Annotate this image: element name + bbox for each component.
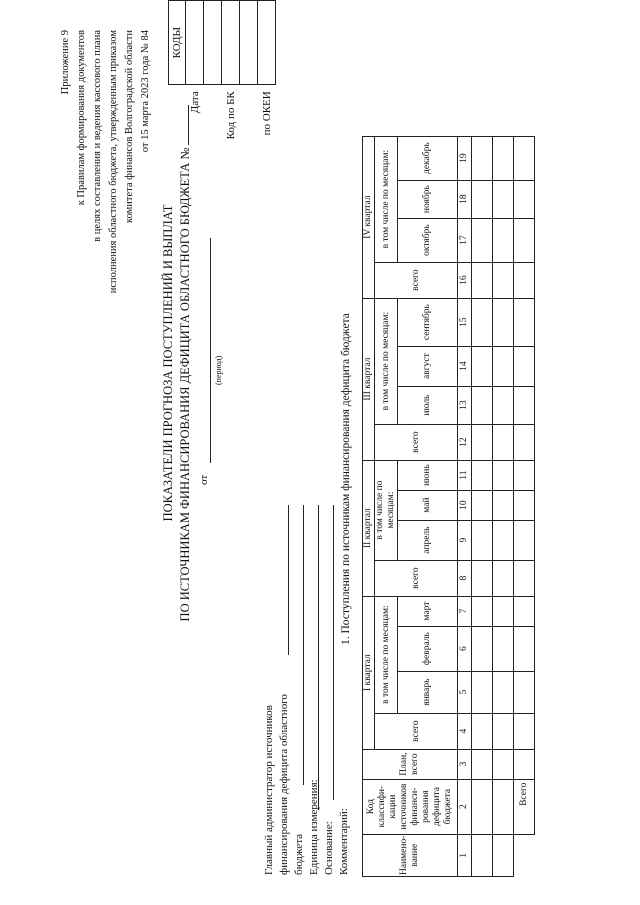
col-number: 11: [458, 460, 472, 490]
col-name-header: Наимено-вание: [363, 834, 458, 876]
codes-cell-blank-1: [204, 1, 222, 85]
col-number: 6: [458, 626, 472, 671]
admin-label-2: финансирования дефицита областного: [278, 694, 290, 875]
col-number: 19: [458, 136, 472, 180]
month-feb: февраль: [398, 626, 458, 671]
col-number: 12: [458, 424, 472, 460]
total-label: Всего: [514, 779, 535, 834]
section-title: 1. Поступления по источникам финансирования дефицита бюджета: [340, 313, 352, 645]
codes-label-blank-2: [240, 85, 258, 170]
col-plan-header: План, всего: [363, 749, 458, 779]
appendix-line: исполнения областного бюджета, утвержденным приказом: [108, 30, 119, 294]
q2-months-header: в том числе по месяцам:: [375, 460, 398, 560]
col-number: 14: [458, 346, 472, 386]
table-row: [472, 136, 493, 876]
unit-label: Единица измерения:: [308, 779, 320, 875]
q1-months-header: в том числе по месяцам:: [375, 596, 398, 713]
month-jul: июль: [398, 386, 458, 424]
table-row: [493, 136, 514, 876]
month-mar: март: [398, 596, 458, 626]
month-dec: декабрь: [398, 136, 458, 180]
q3-months-header: в том числе по месяцам:: [375, 298, 398, 424]
comment-label: Комментарий:: [338, 808, 350, 875]
col-number: 3: [458, 749, 472, 779]
month-oct: октябрь: [398, 218, 458, 262]
month-nov: ноябрь: [398, 180, 458, 218]
month-apr: апрель: [398, 520, 458, 560]
q2-total-header: всего: [375, 560, 458, 596]
appendix-line: к Правилам формирования документов: [76, 30, 87, 206]
col-number: 18: [458, 180, 472, 218]
q4-total-header: всего: [375, 262, 458, 298]
admin-label-1: Главный администратор источников: [263, 705, 275, 875]
title-line-1: ПОКАЗАТЕЛИ ПРОГНОЗА ПОСТУПЛЕНИЙ И ВЫПЛАТ: [161, 204, 175, 522]
appendix-line: в целях составления и ведения кассового плана: [92, 30, 103, 242]
unit-blank-line: [303, 505, 304, 785]
col-number: 16: [458, 262, 472, 298]
month-aug: август: [398, 346, 458, 386]
col-number: 15: [458, 298, 472, 346]
col-number: 13: [458, 386, 472, 424]
codes-label-blank: [204, 85, 222, 170]
month-jan: январь: [398, 671, 458, 713]
q3-total-header: всего: [375, 424, 458, 460]
codes-box: [168, 0, 276, 170]
codes-label-date: Дата: [188, 91, 201, 114]
basis-label: Основание:: [323, 821, 335, 875]
col-number: 7: [458, 596, 472, 626]
q4-header: IV квартал: [363, 136, 375, 298]
col-number: 8: [458, 560, 472, 596]
q1-header: I квартал: [363, 596, 375, 749]
col-number: 17: [458, 218, 472, 262]
codes-label-bk: Код по БК: [224, 91, 237, 140]
total-row: [514, 136, 535, 876]
basis-blank-line: [318, 505, 319, 810]
meta-block: [262, 694, 352, 875]
q3-header: III квартал: [363, 298, 375, 460]
codes-cell-bk: [222, 1, 240, 85]
col-number: 9: [458, 520, 472, 560]
col-number: 10: [458, 490, 472, 520]
col-number: 1: [458, 834, 472, 876]
period-from-label: от: [198, 474, 210, 485]
codes-cell-okei: [258, 1, 276, 85]
q4-months-header: в том числе по месяцам:: [375, 136, 398, 262]
month-jun: июнь: [398, 460, 458, 490]
appendix-note: [58, 30, 154, 360]
admin-label-3: бюджета: [293, 833, 305, 875]
appendix-line: комитета финансов Волгоградской области: [124, 30, 135, 223]
codes-cell-date: [186, 1, 204, 85]
col-number: 4: [458, 713, 472, 749]
codes-label-okei: по ОКЕИ: [260, 91, 273, 136]
period-caption: (период): [214, 355, 223, 385]
col-number: 5: [458, 671, 472, 713]
receipts-table: [362, 136, 535, 877]
title-line-2-text: ПО ИСТОЧНИКАМ ФИНАНСИРОВАНИЯ ДЕФИЦИТА ОБЛАСТНОГО БЮДЖЕТА №: [178, 147, 192, 622]
admin-blank-line: [288, 505, 289, 655]
month-may: май: [398, 490, 458, 520]
codes-header: КОДЫ: [169, 1, 186, 85]
q1-total-header: всего: [375, 713, 458, 749]
comment-blank-line: [333, 505, 334, 800]
col-number: 2: [458, 779, 472, 834]
appendix-line: Приложение 9: [60, 30, 71, 95]
period-blank-line: [210, 238, 211, 463]
month-sep: сентябрь: [398, 298, 458, 346]
codes-cell-blank-2: [240, 1, 258, 85]
col-code-header: Код классифи-кации источников финанси-рования дефицита бюджета: [363, 779, 458, 834]
appendix-line: от 15 марта 2023 года № 84: [140, 30, 151, 153]
q2-header: II квартал: [363, 460, 375, 596]
